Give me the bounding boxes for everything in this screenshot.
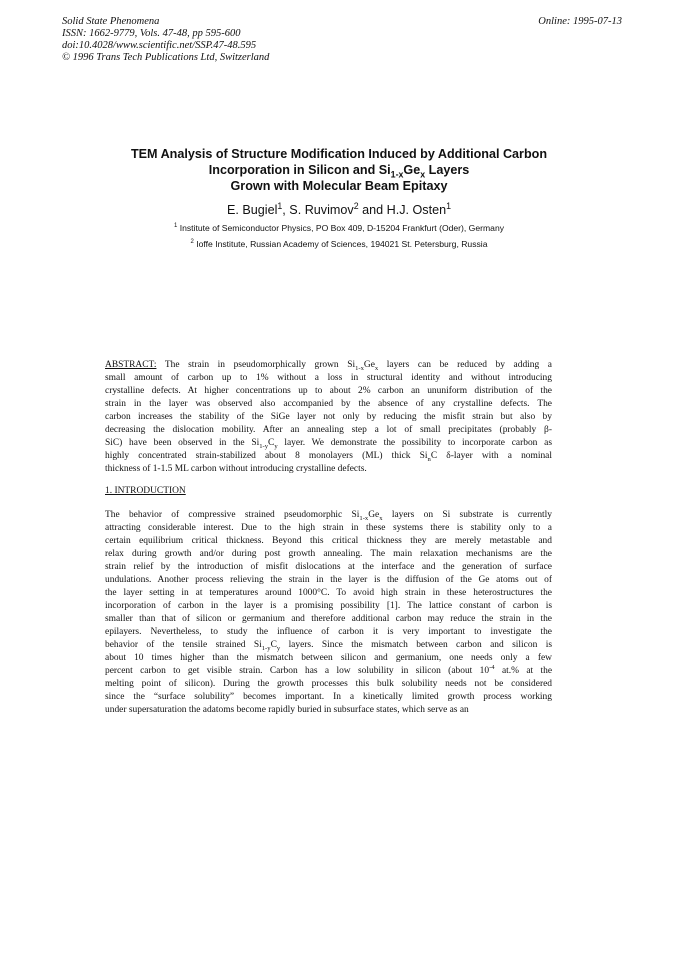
abstract-line: highly concentrated strain-stabilized about 8 monolayers (ML) thick $Si_nC$ δ-layer with a nominal [105, 451, 552, 463]
online-date: Online: 1995-07-13 [538, 16, 622, 27]
intro-line: behavior of the tensile strained $Si_{1-y}C_y$ layers. Since the mismatch between carbon and silicon is [105, 640, 552, 652]
paper-title [72, 146, 606, 194]
journal-name: Solid State Phenomena [62, 16, 160, 27]
intro-line: epilayers. Nevertheless, to study the influence of carbon it is very important to investigate the [105, 627, 552, 637]
abstract-line: thickness of 1-1.5 ML carbon without introducing crystalline defects. [105, 464, 367, 474]
copyright-line: © 1996 Trans Tech Publications Ltd, Switzerland [62, 52, 270, 63]
introduction-text [105, 509, 552, 717]
intro-line: attracting considerable interest. Due to the high strain in these systems there is stability only to a [105, 523, 552, 533]
intro-line: The behavior of compressive strained pseudomorphic $Si_{1-x}Ge_x$ layers on Si substrate is currently [105, 510, 552, 522]
abstract-line: crystalline defects. At higher concentrations up to about 2% carbon an ununiform distribution of the [105, 386, 552, 396]
intro-line: the layer setting in at temperatures around 1000°C. To avoid high strain in these heterostructures the [105, 588, 552, 598]
intro-line: smaller than that of silicon or germanium and therefore additional carbon may reduce the strain in the [105, 614, 552, 624]
author-list: E. Bugiel$^1$, S. Ruvimov$^2$ and H.J. Osten$^1$ [226, 200, 451, 217]
doi-line: doi:10.4028/www.scientific.net/SSP.47-48.595 [62, 40, 257, 51]
abstract-line: carbon increases the stability of the SiGe layer not only by reducing the misfit strain but also by [105, 412, 552, 422]
intro-line: undulations. Another process relieving the strain in the layer is the diffusion of the Ge atoms out of [105, 575, 552, 585]
intro-line: since the “surface solubility” becomes important. In a kinetically limited growth process working [105, 692, 552, 702]
affiliation-2: $^2$ Ioffe Institute, Russian Academy of Sciences, 194021 St. Petersburg, Russia [190, 239, 488, 249]
intro-line: about 10 times higher than the mismatch between silicon and germanium, one needs only a few [105, 653, 552, 663]
intro-line: melting point of silicon). During the growth processes this bulk solubility needs not be considered [105, 679, 552, 689]
intro-line: incorporation of carbon in the layer is a promising possibility [1]. The lattice constant of carbon is [105, 601, 552, 611]
intro-line: strain relief by the introduction of misfit dislocations at the interface and the generation of surface [105, 562, 552, 572]
intro-line: certain equilibrium critical thickness. Beyond this critical thickness they are merely metastable and [105, 536, 552, 546]
affiliation-1: $^1$ Institute of Semiconductor Physics, PO Box 409, D-15204 Frankfurt (Oder), Germany [173, 223, 505, 233]
abstract-line: strain in the layer was observed also accompanied by the absence of any crystalline defects. The [105, 399, 552, 409]
title-line-3: Grown with Molecular Beam Epitaxy [230, 179, 448, 193]
intro-line: under supersaturation the adatoms become rapidly buried in subsurface states, which serve as an [105, 705, 469, 715]
abstract-line: decreasing the dislocation mobility. After an annealing step a lot of small precipitates (probably β- [105, 425, 552, 435]
title-line-1: TEM Analysis of Structure Modification Induced by Additional Carbon [130, 147, 548, 161]
section-heading-introduction: 1. INTRODUCTION [105, 486, 186, 496]
journal-header [62, 16, 622, 64]
issn-line: ISSN: 1662-9779, Vols. 47-48, pp 595-600 [62, 28, 241, 39]
abstract-line: small amount of carbon up to 1% without a loss in structural identity and without introducing [105, 373, 552, 383]
abstract-line: SiC) have been observed in the $Si_{1-y}C_y$ layer. We demonstrate the possibility to incorporate carbon as [105, 438, 552, 450]
abstract-line: ABSTRACT: The strain in pseudomorphically grown $Si_{1-x}Ge_x$ layers can be reduced by adding a [105, 360, 552, 372]
title-line-2: Incorporation in Silicon and $Si_{1-x}Ge_x$ Layers [208, 163, 470, 180]
intro-line: percent carbon to get visible strain. Carbon has a low solubility in silicon (about $10^{-4}$ at.% at the [105, 665, 552, 676]
abstract-label: ABSTRACT: [105, 360, 157, 370]
abstract [105, 359, 552, 476]
intro-line: relax during growth and/or during post growth annealing. The main relaxation mechanisms are the [105, 549, 552, 559]
